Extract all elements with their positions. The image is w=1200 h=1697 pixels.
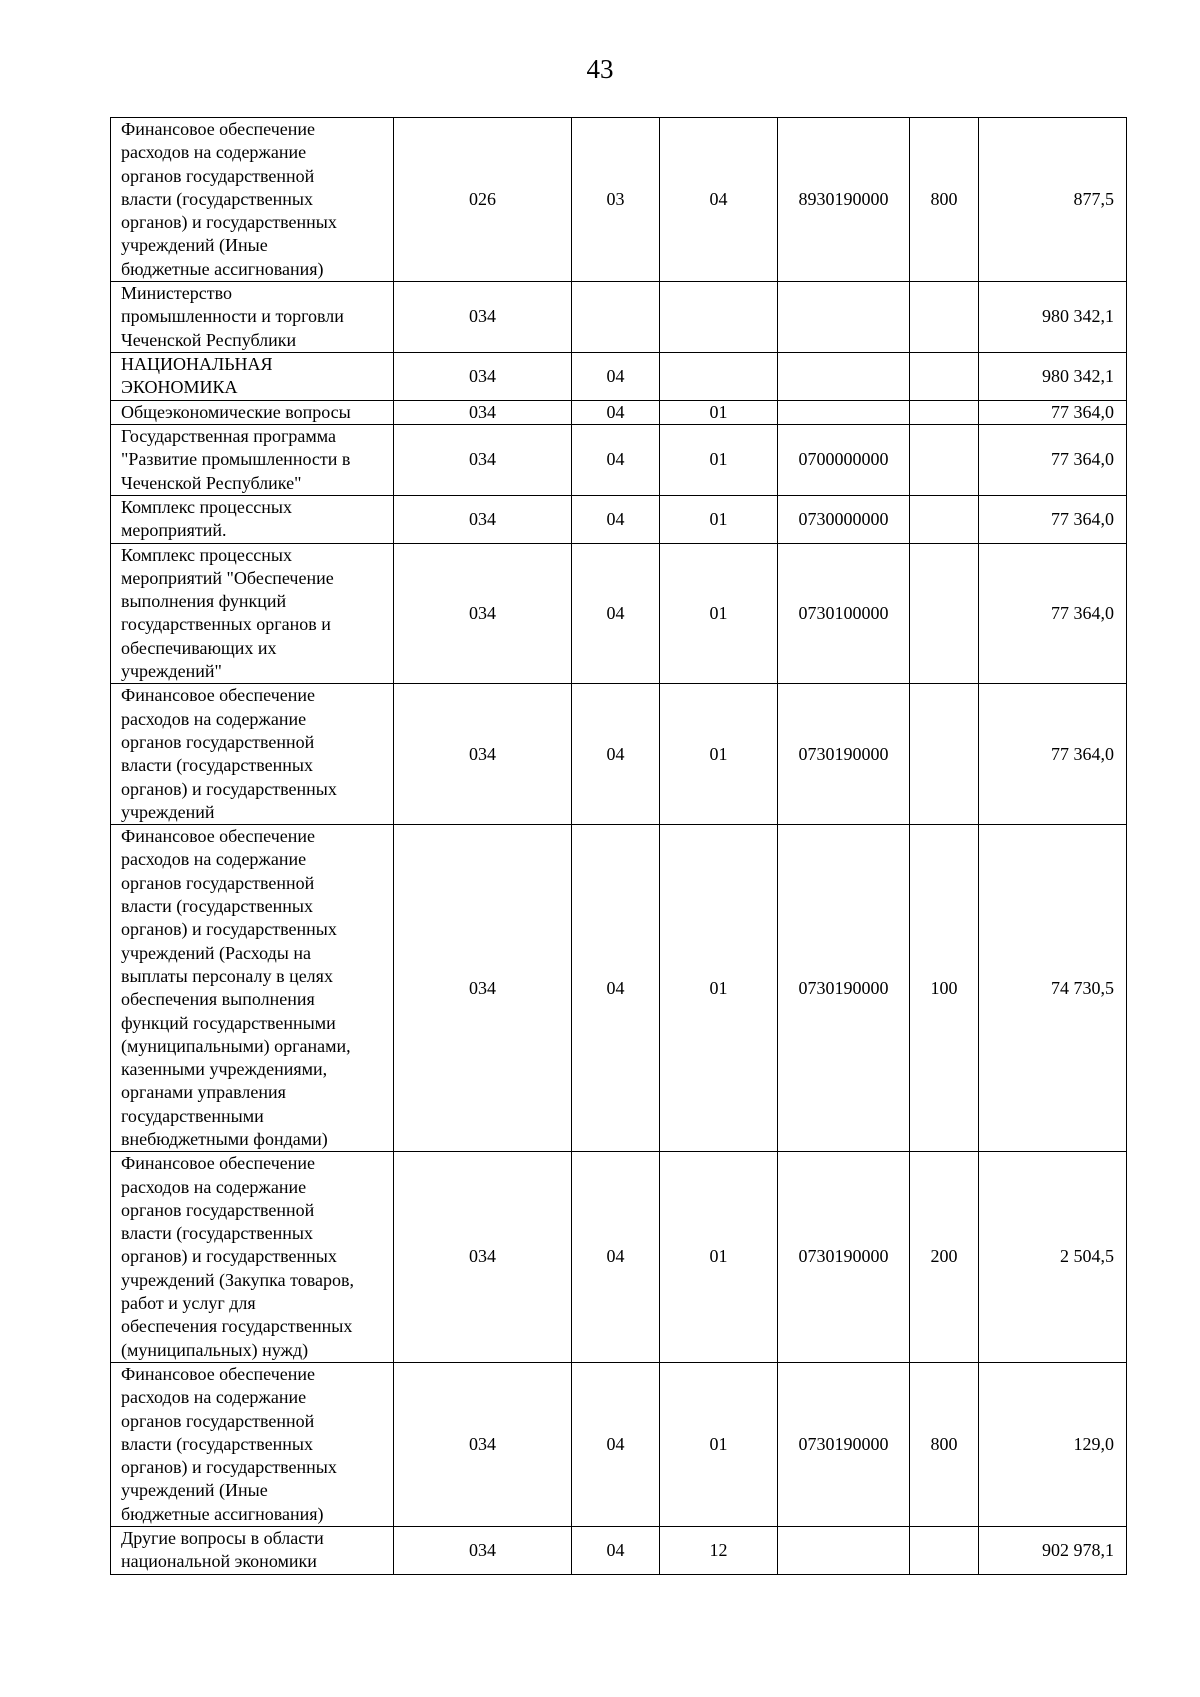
table-row [111,543,1127,684]
vr-cell: 100 [910,825,979,1152]
csr-cell [778,282,910,353]
rz-cell: 04 [572,495,660,543]
csr-cell: 0730190000 [778,1152,910,1363]
table-row [111,684,1127,825]
pr-cell: 01 [660,825,778,1152]
csr-cell: 0730190000 [778,684,910,825]
vr-cell: 200 [910,1152,979,1363]
ved-cell: 034 [394,684,572,825]
row-name-cell: Финансовое обеспечение расходов на содержание органов государственной власти (государственных органов) и государственных учреждений (Расходы на выплаты персоналу в целях обеспечения выполнения функций государственными (муниципальными) органами, казенными учреждениями, органами управления государственными внебюджетными фондами) [111,825,394,1152]
rz-cell: 04 [572,400,660,424]
csr-cell [778,353,910,401]
row-name-cell: Другие вопросы в области национальной экономики [111,1527,394,1575]
pr-cell: 01 [660,684,778,825]
table-body [111,118,1127,1575]
ved-cell: 026 [394,118,572,282]
pr-cell: 01 [660,1362,778,1526]
pr-cell: 01 [660,424,778,495]
pr-cell [660,353,778,401]
sum-cell: 129,0 [979,1362,1127,1526]
pr-cell: 01 [660,495,778,543]
table-row [111,118,1127,282]
csr-cell [778,400,910,424]
row-name-cell: Финансовое обеспечение расходов на содержание органов государственной власти (государственных органов) и государственных учреждений (Иные бюджетные ассигнования) [111,1362,394,1526]
vr-cell [910,543,979,684]
sum-cell: 74 730,5 [979,825,1127,1152]
table-row [111,825,1127,1152]
row-name-cell: Комплекс процессных мероприятий "Обеспечение выполнения функций государственных органов и обеспечивающих их учреждений" [111,543,394,684]
row-name-cell: Комплекс процессных мероприятий. [111,495,394,543]
row-name-cell: НАЦИОНАЛЬНАЯ ЭКОНОМИКА [111,353,394,401]
pr-cell: 01 [660,1152,778,1363]
sum-cell: 902 978,1 [979,1527,1127,1575]
rz-cell: 04 [572,684,660,825]
row-name-cell: Министерство промышленности и торговли Чеченской Республики [111,282,394,353]
ved-cell: 034 [394,825,572,1152]
table-row [111,424,1127,495]
sum-cell: 980 342,1 [979,353,1127,401]
pr-cell: 04 [660,118,778,282]
ved-cell: 034 [394,1527,572,1575]
row-name-cell: Общеэкономические вопросы [111,400,394,424]
csr-cell: 0700000000 [778,424,910,495]
sum-cell: 77 364,0 [979,400,1127,424]
pr-cell: 01 [660,543,778,684]
ved-cell: 034 [394,282,572,353]
vr-cell [910,353,979,401]
table-row [111,1527,1127,1575]
rz-cell: 04 [572,424,660,495]
vr-cell [910,400,979,424]
rz-cell: 03 [572,118,660,282]
ved-cell: 034 [394,400,572,424]
vr-cell: 800 [910,118,979,282]
page-number: 43 [586,54,614,84]
ved-cell: 034 [394,495,572,543]
row-name-cell: Финансовое обеспечение расходов на содержание органов государственной власти (государственных органов) и государственных учреждений [111,684,394,825]
csr-cell: 0730190000 [778,825,910,1152]
table-row [111,282,1127,353]
table-row [111,400,1127,424]
ved-cell: 034 [394,543,572,684]
ved-cell: 034 [394,424,572,495]
row-name-cell: Финансовое обеспечение расходов на содержание органов государственной власти (государственных органов) и государственных учреждений (Иные бюджетные ассигнования) [111,118,394,282]
table-row [111,495,1127,543]
sum-cell: 77 364,0 [979,424,1127,495]
sum-cell: 980 342,1 [979,282,1127,353]
rz-cell: 04 [572,1527,660,1575]
pr-cell: 12 [660,1527,778,1575]
table-row [111,1152,1127,1363]
csr-cell [778,1527,910,1575]
csr-cell: 0730000000 [778,495,910,543]
csr-cell: 0730190000 [778,1362,910,1526]
vr-cell: 800 [910,1362,979,1526]
rz-cell: 04 [572,1152,660,1363]
ved-cell: 034 [394,353,572,401]
rz-cell: 04 [572,825,660,1152]
pr-cell [660,282,778,353]
rz-cell: 04 [572,1362,660,1526]
sum-cell: 2 504,5 [979,1152,1127,1363]
vr-cell [910,495,979,543]
table-row [111,1362,1127,1526]
rz-cell: 04 [572,353,660,401]
csr-cell: 0730100000 [778,543,910,684]
ved-cell: 034 [394,1152,572,1363]
rz-cell: 04 [572,543,660,684]
sum-cell: 77 364,0 [979,495,1127,543]
budget-table [110,117,1127,1575]
ved-cell: 034 [394,1362,572,1526]
vr-cell [910,424,979,495]
row-name-cell: Государственная программа "Развитие промышленности в Чеченской Республике" [111,424,394,495]
sum-cell: 77 364,0 [979,684,1127,825]
sum-cell: 877,5 [979,118,1127,282]
sum-cell: 77 364,0 [979,543,1127,684]
pr-cell: 01 [660,400,778,424]
row-name-cell: Финансовое обеспечение расходов на содержание органов государственной власти (государственных органов) и государственных учреждений (Закупка товаров, работ и услуг для обеспечения государственных (муниципальных) нужд) [111,1152,394,1363]
table-row [111,353,1127,401]
vr-cell [910,684,979,825]
vr-cell [910,1527,979,1575]
csr-cell: 8930190000 [778,118,910,282]
rz-cell [572,282,660,353]
vr-cell [910,282,979,353]
